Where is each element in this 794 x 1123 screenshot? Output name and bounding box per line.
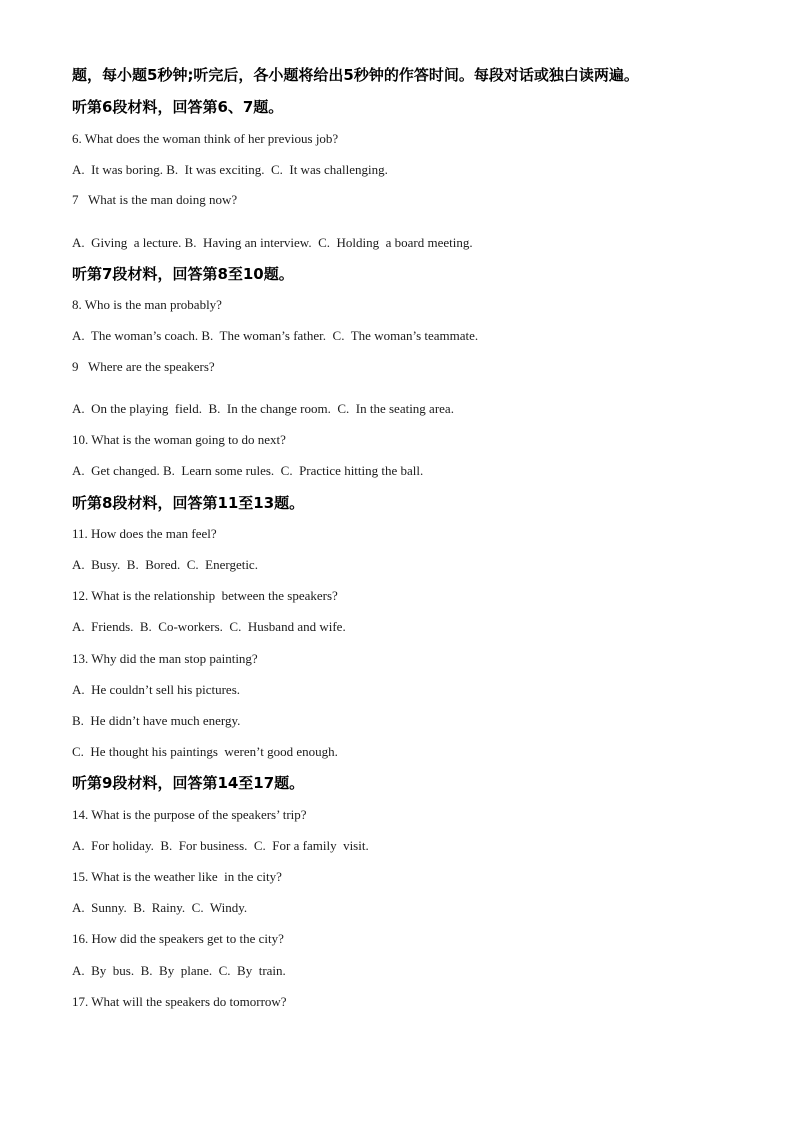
- options-11: A. Busy. B. Bored. C. Energetic.: [72, 557, 258, 572]
- section-heading-9: 听第9段材料，回答第14至17题。: [72, 774, 305, 792]
- question-6: 6. What does the woman think of her previous job?: [72, 131, 339, 146]
- options-8: A. The woman’s coach. B. The woman’s father. C. The woman’s teammate.: [72, 328, 479, 343]
- section-heading-6: 听第6段材料，回答第6、7题。: [72, 98, 284, 116]
- options-10: A. Get changed. B. Learn some rules. C. Practice hitting the ball.: [72, 463, 424, 478]
- question-8: 8. Who is the man probably?: [72, 297, 222, 312]
- options-15: A. Sunny. B. Rainy. C. Windy.: [72, 900, 248, 915]
- section-heading-8: 听第8段材料，回答第11至13题。: [72, 494, 305, 512]
- instructions-line: 题，每小题5秒钟;听完后，各小题将给出5秒钟的作答时间。每段对话或独白读两遍。: [72, 66, 639, 84]
- section-heading-7: 听第7段材料，回答第8至10题。: [72, 265, 294, 283]
- option-13b: B. He didn’t have much energy.: [72, 713, 241, 728]
- options-16: A. By bus. B. By plane. C. By train.: [72, 963, 286, 978]
- question-7: 7 What is the man doing now?: [72, 192, 238, 207]
- question-10: 10. What is the woman going to do next?: [72, 432, 286, 447]
- options-7: A. Giving a lecture. B. Having an interview. C. Holding a board meeting.: [72, 235, 473, 250]
- options-9: A. On the playing field. B. In the change room. C. In the seating area.: [72, 401, 454, 416]
- question-17: 17. What will the speakers do tomorrow?: [72, 994, 287, 1009]
- question-16: 16. How did the speakers get to the city?: [72, 931, 284, 946]
- question-13: 13. Why did the man stop painting?: [72, 651, 258, 666]
- question-12: 12. What is the relationship between the speakers?: [72, 588, 338, 603]
- options-12: A. Friends. B. Co-workers. C. Husband and wife.: [72, 619, 346, 634]
- option-13a: A. He couldn’t sell his pictures.: [72, 682, 241, 697]
- question-9: 9 Where are the speakers?: [72, 359, 215, 374]
- question-11: 11. How does the man feel?: [72, 526, 217, 541]
- question-15: 15. What is the weather like in the city?: [72, 869, 282, 884]
- options-6: A. It was boring. B. It was exciting. C. It was challenging.: [72, 162, 388, 177]
- question-14: 14. What is the purpose of the speakers’ trip?: [72, 807, 307, 822]
- option-13c: C. He thought his paintings weren’t good enough.: [72, 744, 338, 759]
- options-14: A. For holiday. B. For business. C. For a family visit.: [72, 838, 369, 853]
